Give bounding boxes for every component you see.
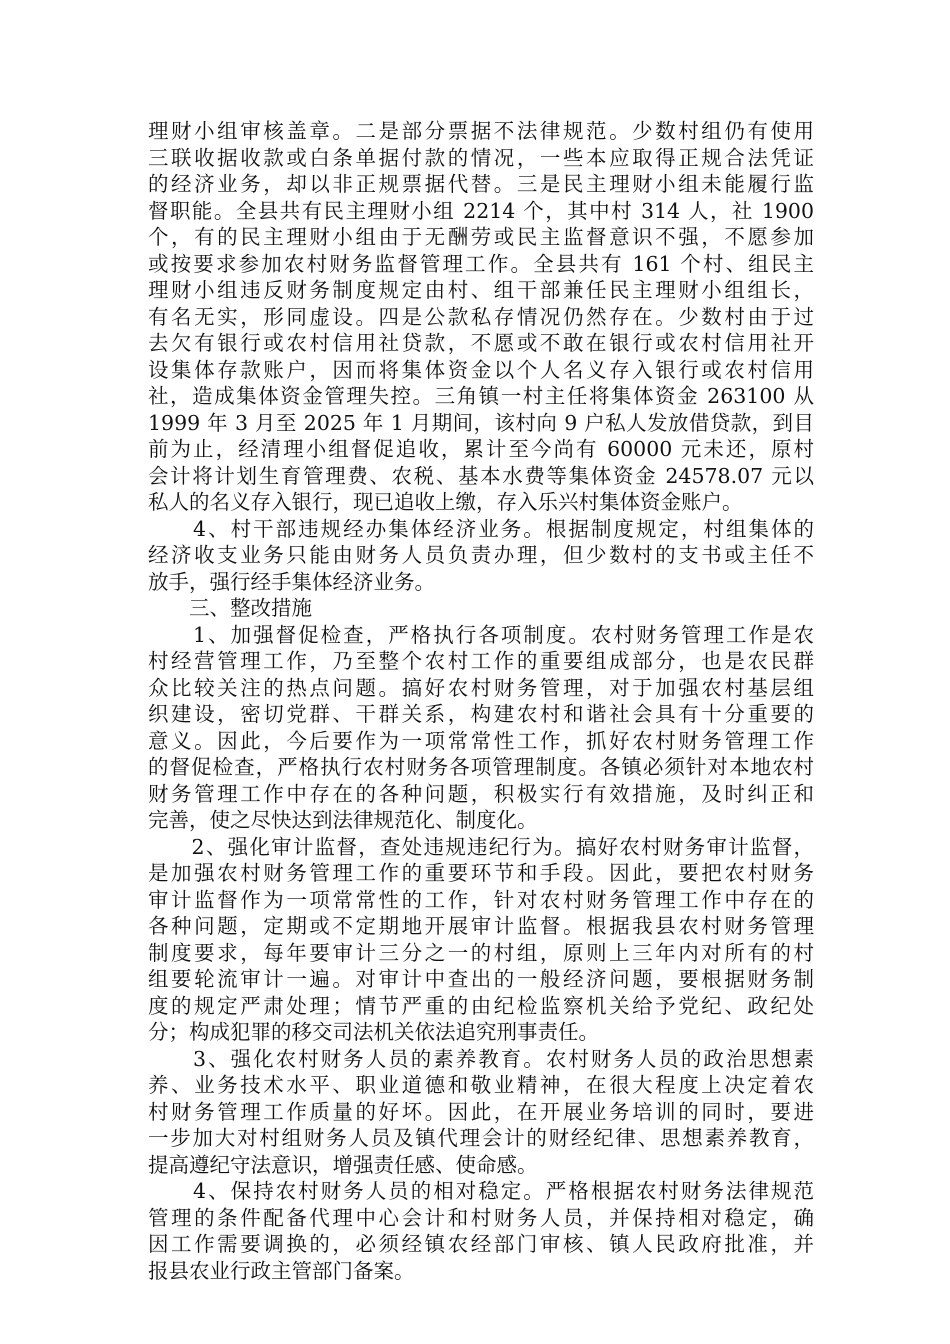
text-line: 1、加强督促检查，严格执行各项制度。农村财务管理工作是农 <box>148 622 814 647</box>
text-line: 1999 年 3 月至 2025 年 1 月期间，该村向 9 户私人发放借贷款，到目 <box>148 410 814 435</box>
text-line: 4、保持农村财务人员的相对稳定。严格根据农村财务法律规范 <box>148 1179 814 1203</box>
text-line: 完善，使之尽快达到法律规范化、制度化。 <box>148 808 538 832</box>
text-line: 放手，强行经手集体经济业务。 <box>148 569 435 594</box>
text-line: 分；构成犯罪的移交司法机关依法追究刑事责任。 <box>148 1020 599 1044</box>
text-line: 经济收支业务只能由财务人员负责办理，但少数村的支书或主任不 <box>148 543 814 567</box>
text-line: 4、村干部违规经办集体经济业务。根据制度规定，村组集体的 <box>148 516 814 541</box>
text-line: 因工作需要调换的，必须经镇农经部门审核、镇人民政府批准，并 <box>148 1232 814 1256</box>
text-line: 报县农业行政主管部门备案。 <box>148 1258 415 1283</box>
text-line: 提高遵纪守法意识，增强责任感、使命感。 <box>148 1152 538 1177</box>
text-line: 的经济业务，却以非正规票据代替。三是民主理财小组未能履行监 <box>148 172 814 196</box>
text-line: 村经营管理工作，乃至整个农村工作的重要组成部分，也是农民群 <box>148 649 814 673</box>
text-line: 财务管理工作中存在的各种问题，积极实行有效措施，及时纠正和 <box>148 781 814 806</box>
text-line: 审计监督作为一项常常性的工作，针对农村财务管理工作中存在的 <box>148 887 814 912</box>
document-body <box>148 118 814 1284</box>
text-line: 社，造成集体资金管理失控。三角镇一村主任将集体资金 263100 从 <box>148 384 814 408</box>
text-line: 制度要求，每年要审计三分之一的村组，原则上三年内对所有的村 <box>148 940 814 965</box>
text-line: 会计将计划生育管理费、农税、基本水费等集体资金 24578.07 元以 <box>148 463 814 488</box>
text-line: 或按要求参加农村财务监督管理工作。全县共有 161 个村、组民主 <box>148 251 814 276</box>
text-line: 设集体存款账户，因而将集体资金以个人名义存入银行或农村信用 <box>148 357 814 382</box>
text-line: 前为止，经清理小组督促追收，累计至今尚有 60000 元未还，原村 <box>148 437 814 461</box>
text-line: 组要轮流审计一遍。对审计中查出的一般经济问题，要根据财务制 <box>148 967 814 991</box>
text-line: 有名无实，形同虚设。四是公款私存情况仍然存在。少数村由于过 <box>148 304 814 329</box>
text-line: 三、整改措施 <box>148 596 312 620</box>
text-line: 村财务管理工作质量的好坏。因此，在开展业务培训的同时，要进 <box>148 1099 814 1124</box>
text-line: 私人的名义存入银行，现已追收上缴，存入乐兴村集体资金账户。 <box>148 490 743 514</box>
text-line: 度的规定严肃处理；情节严重的由纪检监察机关给予党纪、政纪处 <box>148 993 814 1018</box>
text-line: 管理的条件配备代理中心会计和村财务人员，并保持相对稳定，确 <box>148 1205 814 1230</box>
text-line: 理财小组违反财务制度规定由村、组干部兼任民主理财小组组长， <box>148 278 814 302</box>
text-line: 2、强化审计监督，查处违规违纪行为。搞好农村财务审计监督， <box>148 834 814 859</box>
text-line: 众比较关注的热点问题。搞好农村财务管理，对于加强农村基层组 <box>148 675 814 700</box>
text-line: 的督促检查，严格执行农村财务各项管理制度。各镇必须针对本地农村 <box>148 755 814 779</box>
text-line: 个，有的民主理财小组由于无酬劳或民主监督意识不强，不愿参加 <box>148 225 814 249</box>
text-line: 养、业务技术水平、职业道德和敬业精神，在很大程度上决定着农 <box>148 1073 814 1097</box>
text-line: 一步加大对村组财务人员及镇代理会计的财经纪律、思想素养教育， <box>148 1126 814 1150</box>
text-line: 意义。因此，今后要作为一项常常性工作，抓好农村财务管理工作 <box>148 728 814 753</box>
text-line: 督职能。全县共有民主理财小组 2214 个，其中村 314 人，社 1900 <box>148 198 814 223</box>
text-line: 理财小组审核盖章。二是部分票据不法律规范。少数村组仍有使用 <box>148 119 814 143</box>
text-line: 3、强化农村财务人员的素养教育。农村财务人员的政治思想素 <box>148 1046 814 1071</box>
text-line: 各种问题，定期或不定期地开展审计监督。根据我县农村财务管理 <box>148 914 814 938</box>
text-line: 织建设，密切党群、干群关系，构建农村和谐社会具有十分重要的 <box>148 702 814 726</box>
text-line: 是加强农村财务管理工作的重要环节和手段。因此，要把农村财务 <box>148 861 814 885</box>
text-line: 三联收据收款或白条单据付款的情况，一些本应取得正规合法凭证 <box>148 145 814 170</box>
text-line: 去欠有银行或农村信用社贷款，不愿或不敢在银行或农村信用社开 <box>148 331 814 355</box>
